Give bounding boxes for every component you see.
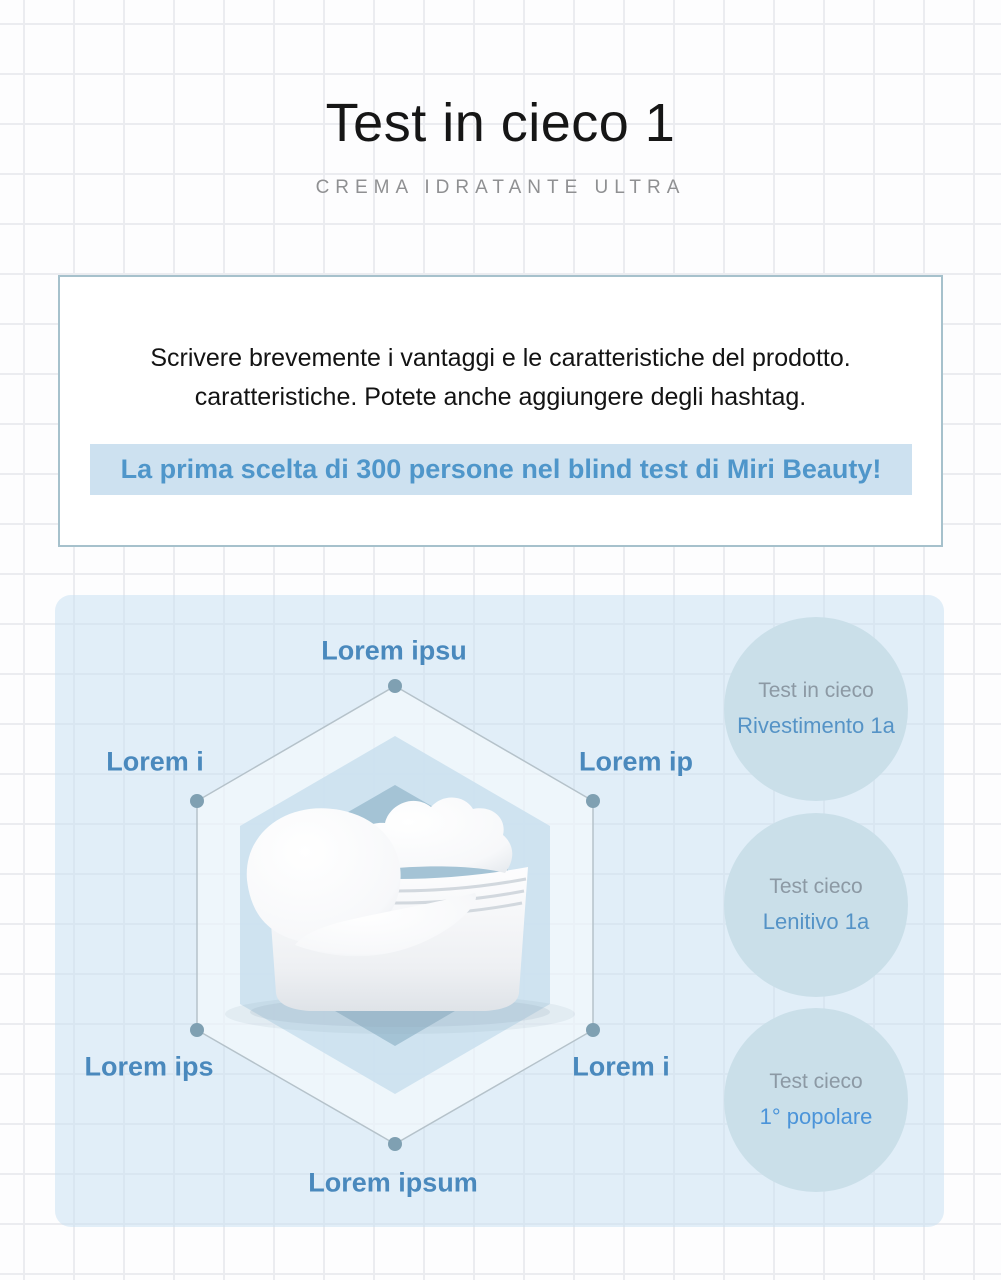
badge-title: Test in cieco [758,679,874,702]
page-subtitle: CREMA IDRATANTE ULTRA [315,177,686,198]
highlight-banner [90,444,912,495]
radar-axis-label-lower-left: Lorem ips [84,1051,214,1082]
description-line-2: caratteristiche. Potete anche aggiungere degli hashtag. [194,383,807,411]
highlight-text: La prima scelta di 300 persone nel blind test di Miri Beauty! [120,454,882,484]
vertex-dot-bottom [388,1137,402,1151]
description-line-1: Scrivere brevemente i vantaggi e le caratteristiche del prodotto. [150,344,851,372]
badge-value: 1° popolare [759,1104,873,1129]
radar-axis-label-upper-right: Lorem ip [578,746,694,777]
page-title: Test in cieco 1 [325,93,676,153]
badge-value: Rivestimento 1a [737,713,895,738]
vertex-dot-top [388,679,402,693]
badge-title: Test cieco [769,1070,863,1093]
badge-value: Lenitivo 1a [762,909,870,934]
vertex-dot-upper-right [586,794,600,808]
badge-lenitivo [724,813,908,997]
badge-title: Test cieco [769,875,863,898]
radar-axis-label-bottom: Lorem ipsum [308,1167,478,1198]
radar-axis-label-top: Lorem ipsu [321,635,467,666]
vertex-dot-lower-left [190,1023,204,1037]
radar-axis-label-lower-right: Lorem i [572,1051,670,1082]
badge-rivestimento [724,617,908,801]
vertex-dot-upper-left [190,794,204,808]
radar-axis-label-upper-left: Lorem i [106,746,204,777]
vertex-dot-lower-right [586,1023,600,1037]
description-text [58,339,943,417]
badge-popolare [724,1008,908,1192]
